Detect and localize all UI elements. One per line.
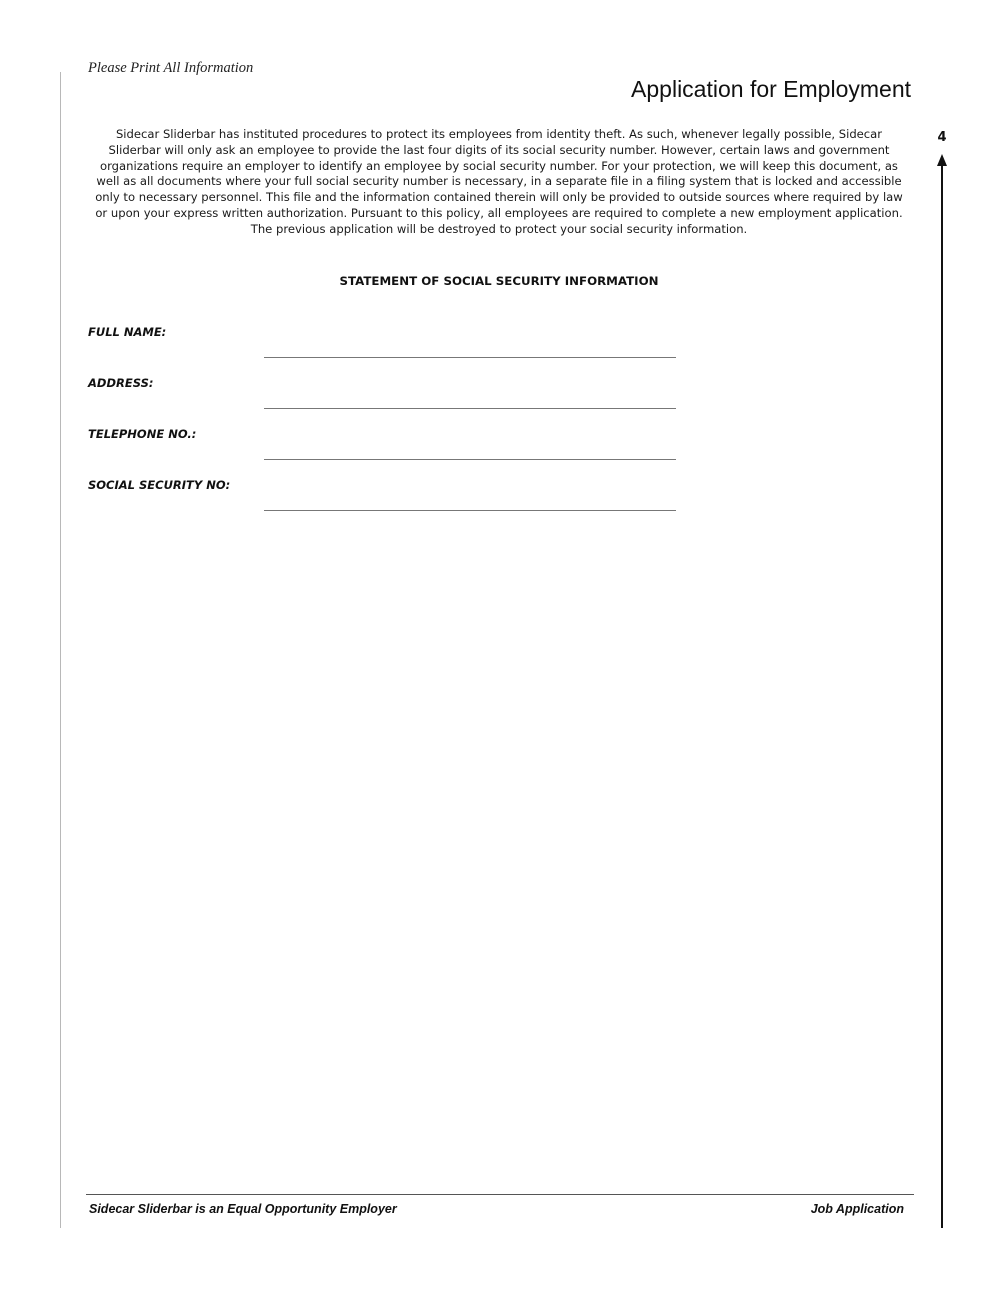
- social-security-label: SOCIAL SECURITY NO:: [88, 478, 231, 492]
- full-name-row: [88, 325, 678, 345]
- left-margin-rule: [60, 72, 61, 1228]
- print-instruction: Please Print All Information: [88, 60, 254, 76]
- address-label: ADDRESS:: [88, 376, 154, 390]
- telephone-row: [88, 427, 678, 447]
- telephone-field[interactable]: [264, 441, 676, 460]
- footer-document-name: Job Application: [810, 1202, 904, 1216]
- full-name-label: FULL NAME:: [88, 325, 167, 339]
- address-field[interactable]: [264, 390, 676, 409]
- equal-opportunity-statement: Sidecar Sliderbar is an Equal Opportunity Employer: [89, 1202, 397, 1216]
- page-indicator-line: [941, 164, 943, 1228]
- document-title: Application for Employment: [631, 76, 911, 102]
- section-heading: STATEMENT OF SOCIAL SECURITY INFORMATION: [339, 274, 659, 288]
- address-row: [88, 376, 678, 396]
- social-security-row: [88, 478, 678, 498]
- full-name-field[interactable]: [264, 339, 676, 358]
- footer-divider: [86, 1194, 914, 1195]
- social-security-field[interactable]: [264, 492, 676, 511]
- telephone-label: TELEPHONE NO.:: [88, 427, 197, 441]
- identity-theft-notice: Sidecar Sliderbar has instituted procedures to protect its employees from identity theft. As such, whenever legally possible, Sidecar Sliderbar will only ask an employee to provide the last four digits of its social security number. However, certain laws and government organizations require an employer to identify an employee by social security number. For your protection, we will keep this document, as well as all documents where your full social security number is necessary, in a separate file in a filing system that is locked and accessible only to necessary personnel. This file and the information contained therein will only be provided to outside sources where required by law or upon your express written authorization. Pursuant to this policy, all employees are required to complete a new employment application. The previous application will be destroyed to protect your social security information.: [95, 127, 903, 236]
- page-number: 4: [937, 130, 947, 145]
